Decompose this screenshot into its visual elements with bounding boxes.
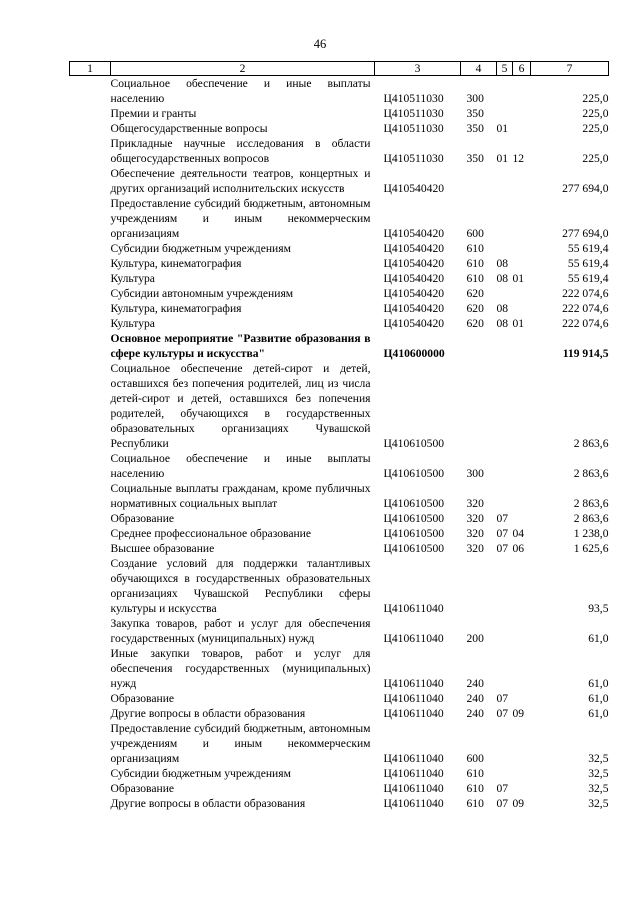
cell-col-1 xyxy=(70,271,111,286)
header-col-2: 2 xyxy=(111,62,375,76)
cell-name: Общегосударственные вопросы xyxy=(110,122,268,135)
cell-target-code: Ц410611040 xyxy=(383,677,444,690)
cell-name: Социальные выплаты гражданам, кроме публичных нормативных социальных выплат xyxy=(110,482,371,510)
cell-name: Другие вопросы в области образования xyxy=(110,797,306,810)
cell-expense-type xyxy=(461,166,497,196)
cell-expense-type: 610 xyxy=(466,767,484,780)
cell-col-1 xyxy=(70,796,111,811)
cell-expense-type: 610 xyxy=(466,242,484,255)
table-row xyxy=(70,706,609,721)
cell-name: Субсидии автономным учреждениям xyxy=(110,287,294,300)
cell-col-1 xyxy=(70,76,111,107)
table-header xyxy=(70,62,609,76)
cell-section: 07 xyxy=(496,782,509,795)
cell-name: Основное мероприятие "Развитие образования в сфере культуры и искусства" xyxy=(110,332,371,360)
table-row xyxy=(70,316,609,331)
table-row xyxy=(70,241,609,256)
cell-expense-type: 240 xyxy=(466,707,484,720)
cell-name: Создание условий для поддержки талантливых обучающихся в государственных образовательных организациях Чувашской Республики сферы культуры и искусства xyxy=(110,557,371,615)
cell-section xyxy=(497,646,513,691)
cell-target-code: Ц410610500 xyxy=(383,527,445,540)
cell-col-1 xyxy=(70,121,111,136)
cell-target-code: Ц410611040 xyxy=(383,782,444,795)
cell-expense-type: 600 xyxy=(466,752,484,765)
cell-name: Предоставление субсидий бюджетным, автономным учреждениям и иным некоммерческим организациям xyxy=(110,722,371,765)
cell-section xyxy=(497,451,513,481)
cell-expense-type: 240 xyxy=(466,677,484,690)
cell-section: 08 xyxy=(496,272,509,285)
cell-target-code: Ц410540420 xyxy=(383,287,445,300)
cell-subsection xyxy=(513,121,531,136)
cell-amount: 225,0 xyxy=(582,107,609,120)
cell-subsection xyxy=(513,481,531,511)
cell-section xyxy=(497,241,513,256)
cell-section: 08 xyxy=(496,317,509,330)
cell-section: 07 xyxy=(496,527,509,540)
cell-col-1 xyxy=(70,781,111,796)
cell-amount: 222 074,6 xyxy=(562,317,609,330)
table-row xyxy=(70,481,609,511)
cell-name: Образование xyxy=(110,692,175,705)
cell-expense-type: 620 xyxy=(466,287,484,300)
cell-name: Социальное обеспечение и иные выплаты населению xyxy=(110,77,371,105)
cell-expense-type: 600 xyxy=(466,227,484,240)
cell-name: Среднее профессиональное образование xyxy=(110,527,312,540)
cell-section: 07 xyxy=(496,797,509,810)
cell-subsection xyxy=(513,196,531,241)
cell-amount: 32,5 xyxy=(588,782,609,795)
cell-amount: 61,0 xyxy=(588,707,609,720)
cell-expense-type: 240 xyxy=(466,692,484,705)
table-row xyxy=(70,781,609,796)
cell-subsection xyxy=(513,721,531,766)
table-row xyxy=(70,691,609,706)
cell-subsection xyxy=(513,166,531,196)
cell-amount: 222 074,6 xyxy=(562,287,609,300)
cell-name: Социальное обеспечение детей-сирот и детей, оставшихся без попечения родителей, лиц из числа детей-сирот и детей, оставшихся без попечения родителей, обучающихся в государственных образовательных организациях Чувашской Республики xyxy=(110,362,371,450)
table-row xyxy=(70,511,609,526)
cell-subsection: 09 xyxy=(512,797,525,810)
cell-amount: 55 619,4 xyxy=(567,242,609,255)
cell-target-code: Ц410611040 xyxy=(383,797,444,810)
cell-name: Премии и гранты xyxy=(110,107,197,120)
cell-expense-type: 350 xyxy=(466,107,484,120)
cell-section: 01 xyxy=(496,122,509,135)
cell-name: Образование xyxy=(110,512,175,525)
cell-col-1 xyxy=(70,766,111,781)
table-row xyxy=(70,196,609,241)
cell-amount: 1 625,6 xyxy=(573,542,609,555)
cell-subsection: 01 xyxy=(512,272,525,285)
cell-amount: 32,5 xyxy=(588,767,609,780)
cell-col-1 xyxy=(70,241,111,256)
cell-amount: 2 863,6 xyxy=(573,497,609,510)
cell-subsection xyxy=(513,241,531,256)
cell-col-1 xyxy=(70,721,111,766)
cell-expense-type: 610 xyxy=(466,257,484,270)
cell-expense-type: 350 xyxy=(466,122,484,135)
cell-target-code: Ц410511030 xyxy=(383,107,444,120)
header-row xyxy=(70,62,609,76)
cell-amount: 277 694,0 xyxy=(562,182,609,195)
table-row xyxy=(70,616,609,646)
cell-section xyxy=(497,166,513,196)
table-row xyxy=(70,136,609,166)
cell-target-code: Ц410511030 xyxy=(383,92,444,105)
cell-subsection xyxy=(513,451,531,481)
cell-expense-type: 320 xyxy=(466,497,484,510)
cell-col-1 xyxy=(70,166,111,196)
table-row xyxy=(70,451,609,481)
cell-section: 01 xyxy=(496,152,509,165)
cell-amount: 225,0 xyxy=(582,122,609,135)
table-row xyxy=(70,556,609,616)
cell-subsection xyxy=(513,781,531,796)
cell-subsection xyxy=(513,691,531,706)
cell-subsection xyxy=(513,286,531,301)
cell-expense-type: 320 xyxy=(466,542,484,555)
cell-amount: 2 863,6 xyxy=(573,467,609,480)
table-body xyxy=(70,76,609,812)
cell-target-code: Ц410511030 xyxy=(383,122,444,135)
cell-name: Образование xyxy=(110,782,175,795)
cell-section: 08 xyxy=(496,257,509,270)
cell-expense-type: 610 xyxy=(466,797,484,810)
table-row xyxy=(70,331,609,361)
cell-name: Иные закупки товаров, работ и услуг для обеспечения государственных (муниципальных) нужд xyxy=(110,647,371,690)
cell-name: Субсидии бюджетным учреждениям xyxy=(110,242,291,255)
cell-target-code: Ц410611040 xyxy=(383,602,444,615)
cell-section xyxy=(497,76,513,107)
cell-target-code: Ц410540420 xyxy=(383,182,445,195)
cell-amount: 93,5 xyxy=(588,602,609,615)
cell-expense-type: 620 xyxy=(466,317,484,330)
cell-target-code: Ц410540420 xyxy=(383,227,445,240)
cell-amount: 55 619,4 xyxy=(567,272,609,285)
cell-col-1 xyxy=(70,196,111,241)
cell-target-code: Ц410540420 xyxy=(383,317,445,330)
cell-section xyxy=(497,616,513,646)
cell-amount: 119 914,5 xyxy=(562,347,609,360)
cell-name: Культура xyxy=(110,272,155,285)
cell-name: Закупка товаров, работ и услуг для обеспечения государственных (муниципальных) нужд xyxy=(110,617,371,645)
cell-subsection xyxy=(513,256,531,271)
table-row xyxy=(70,721,609,766)
table-row xyxy=(70,646,609,691)
cell-section xyxy=(497,106,513,121)
cell-name: Субсидии бюджетным учреждениям xyxy=(110,767,291,780)
cell-target-code: Ц410611040 xyxy=(383,752,444,765)
cell-subsection xyxy=(513,766,531,781)
cell-amount: 1 238,0 xyxy=(573,527,609,540)
cell-target-code: Ц410610500 xyxy=(383,542,445,555)
cell-section: 07 xyxy=(496,512,509,525)
cell-subsection xyxy=(513,76,531,107)
header-col-7: 7 xyxy=(531,62,609,76)
cell-section xyxy=(497,196,513,241)
cell-target-code: Ц410610500 xyxy=(383,467,445,480)
cell-amount: 2 863,6 xyxy=(573,437,609,450)
cell-col-1 xyxy=(70,526,111,541)
cell-col-1 xyxy=(70,541,111,556)
cell-col-1 xyxy=(70,691,111,706)
cell-amount: 55 619,4 xyxy=(567,257,609,270)
cell-col-1 xyxy=(70,286,111,301)
cell-subsection xyxy=(513,106,531,121)
cell-name: Прикладные научные исследования в области общегосударственных вопросов xyxy=(110,137,371,165)
cell-target-code: Ц410540420 xyxy=(383,242,445,255)
table-row xyxy=(70,526,609,541)
cell-section xyxy=(497,556,513,616)
cell-target-code: Ц410540420 xyxy=(383,257,445,270)
table-row xyxy=(70,121,609,136)
cell-col-1 xyxy=(70,616,111,646)
cell-name: Культура xyxy=(110,317,155,330)
cell-col-1 xyxy=(70,301,111,316)
cell-col-1 xyxy=(70,331,111,361)
cell-col-1 xyxy=(70,316,111,331)
table-row xyxy=(70,286,609,301)
cell-section: 07 xyxy=(496,692,509,705)
cell-section xyxy=(497,481,513,511)
cell-subsection: 01 xyxy=(512,317,525,330)
cell-amount: 61,0 xyxy=(588,677,609,690)
table-row xyxy=(70,766,609,781)
cell-col-1 xyxy=(70,481,111,511)
cell-amount: 32,5 xyxy=(588,797,609,810)
cell-subsection xyxy=(513,646,531,691)
cell-section xyxy=(497,286,513,301)
cell-amount: 32,5 xyxy=(588,752,609,765)
cell-expense-type: 350 xyxy=(466,152,484,165)
cell-col-1 xyxy=(70,646,111,691)
cell-name: Предоставление субсидий бюджетным, автономным учреждениям и иным некоммерческим организациям xyxy=(110,197,371,240)
cell-target-code: Ц410540420 xyxy=(383,272,445,285)
cell-section xyxy=(497,361,513,451)
cell-expense-type: 320 xyxy=(466,512,484,525)
cell-subsection xyxy=(513,301,531,316)
table-row xyxy=(70,76,609,107)
cell-col-1 xyxy=(70,706,111,721)
cell-subsection xyxy=(513,556,531,616)
header-col-1: 1 xyxy=(70,62,111,76)
table-row xyxy=(70,106,609,121)
cell-col-1 xyxy=(70,556,111,616)
cell-name: Обеспечение деятельности театров, концертных и других организаций исполнительских искусств xyxy=(110,167,371,195)
budget-table xyxy=(69,61,609,811)
cell-col-1 xyxy=(70,361,111,451)
cell-expense-type xyxy=(461,556,497,616)
cell-expense-type: 620 xyxy=(466,302,484,315)
cell-expense-type: 300 xyxy=(466,467,484,480)
cell-expense-type: 610 xyxy=(466,782,484,795)
table-row xyxy=(70,271,609,286)
cell-section: 08 xyxy=(496,302,509,315)
cell-subsection xyxy=(513,616,531,646)
cell-target-code: Ц410611040 xyxy=(383,632,444,645)
cell-expense-type: 320 xyxy=(466,527,484,540)
cell-subsection: 06 xyxy=(512,542,525,555)
header-col-3: 3 xyxy=(375,62,461,76)
cell-subsection: 09 xyxy=(512,707,525,720)
page-number: 46 xyxy=(313,37,327,51)
table-row xyxy=(70,301,609,316)
cell-subsection xyxy=(513,331,531,361)
cell-amount: 61,0 xyxy=(588,692,609,705)
table-row xyxy=(70,256,609,271)
cell-target-code: Ц410610500 xyxy=(383,497,445,510)
cell-expense-type xyxy=(461,361,497,451)
cell-col-1 xyxy=(70,136,111,166)
cell-name: Культура, кинематография xyxy=(110,302,242,315)
cell-amount: 61,0 xyxy=(588,632,609,645)
cell-amount: 2 863,6 xyxy=(573,512,609,525)
header-col-6: 6 xyxy=(513,62,531,76)
cell-subsection: 12 xyxy=(512,152,525,165)
cell-section xyxy=(497,766,513,781)
cell-target-code: Ц410540420 xyxy=(383,302,445,315)
cell-target-code: Ц410600000 xyxy=(383,347,445,360)
cell-name: Социальное обеспечение и иные выплаты населению xyxy=(110,452,371,480)
cell-subsection: 04 xyxy=(512,527,525,540)
cell-subsection xyxy=(513,361,531,451)
cell-section: 07 xyxy=(496,542,509,555)
cell-target-code: Ц410611040 xyxy=(383,707,444,720)
header-col-4: 4 xyxy=(461,62,497,76)
table-row xyxy=(70,796,609,811)
cell-col-1 xyxy=(70,511,111,526)
cell-expense-type: 300 xyxy=(466,92,484,105)
cell-name: Высшее образование xyxy=(110,542,215,555)
table-row xyxy=(70,541,609,556)
cell-col-1 xyxy=(70,451,111,481)
cell-col-1 xyxy=(70,106,111,121)
table-row xyxy=(70,361,609,451)
header-col-5: 5 xyxy=(497,62,513,76)
cell-amount: 225,0 xyxy=(582,152,609,165)
cell-name: Другие вопросы в области образования xyxy=(110,707,306,720)
cell-expense-type: 610 xyxy=(466,272,484,285)
cell-amount: 277 694,0 xyxy=(562,227,609,240)
cell-name: Культура, кинематография xyxy=(110,257,242,270)
cell-target-code: Ц410610500 xyxy=(383,437,445,450)
cell-subsection xyxy=(513,511,531,526)
cell-target-code: Ц410611040 xyxy=(383,692,444,705)
table-row xyxy=(70,166,609,196)
cell-col-1 xyxy=(70,256,111,271)
cell-expense-type: 200 xyxy=(466,632,484,645)
cell-target-code: Ц410611040 xyxy=(383,767,444,780)
cell-amount: 222 074,6 xyxy=(562,302,609,315)
cell-expense-type xyxy=(461,331,497,361)
cell-section: 07 xyxy=(496,707,509,720)
cell-section xyxy=(497,721,513,766)
cell-section xyxy=(497,331,513,361)
cell-amount: 225,0 xyxy=(582,92,609,105)
cell-target-code: Ц410511030 xyxy=(383,152,444,165)
cell-target-code: Ц410610500 xyxy=(383,512,445,525)
